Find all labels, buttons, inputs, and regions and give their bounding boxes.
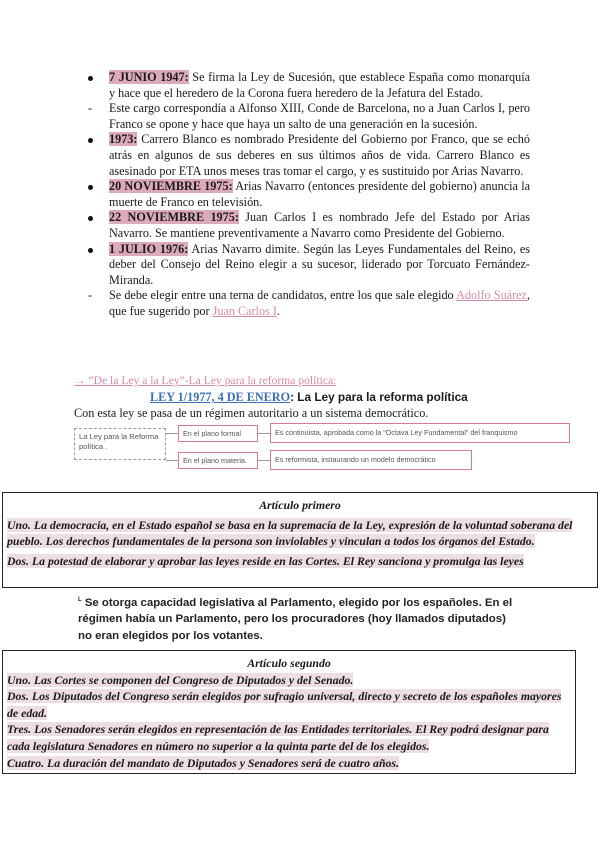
list-item [86,210,530,241]
material-description-box: Es reformista, instaurando un modelo democrático [270,450,472,470]
law-heading [150,390,468,405]
date-label: 1973: [109,132,138,147]
article-paragraph: Tres. Los Senadores serán elegidos en representación de las Entidades territoriales. El Rey podrá designar para cada legislatura Senadores en número no superior a la quinta parte del de los elegidos. [7,722,549,753]
bullet-dot-icon [88,132,100,148]
section-title[interactable]: → “De la Ley a la Ley”-La Ley para la reforma política: [74,374,337,387]
list-item [86,242,530,289]
item-text: , que fue sugerido por [109,288,531,318]
article-paragraph: Cuatro. La duración del mandato de Diputados y Senadores será de cuatro años. [7,755,399,770]
article-primero-box [2,492,598,588]
note-body: Se otorga capacidad legislativa al Parlamento, elegido por los españoles. En el régimen había un Parlamento, pero los procuradores (hoy llamados diputados) no eran elegidos por los votantes. [78,596,513,642]
item-text: Arias Navarro dimite. Según las Leyes Fundamentales del Reino, es deber del Consejo del Reino elegir a su sucesor, liderado por Torcuato Fernández-Miranda. [109,241,530,287]
date-label: 20 NOVIEMBRE 1975: [109,179,233,194]
adolfo-suarez-link[interactable]: Adolfo Suárez [456,288,527,303]
note-marker-icon: L [78,597,82,603]
article-paragraph: Dos. Los Diputados del Congreso serán elegidos por sufragio universal, directo y secreto de los españoles mayores de edad. [7,689,562,720]
list-item [86,70,530,101]
bullet-dash-icon: - [88,101,93,116]
bullet-dot-icon [88,70,100,86]
bullet-dot-icon [88,179,100,195]
intro-text: Con esta ley se pasa de un régimen autoritario a un sistema democrático. [74,406,429,420]
formal-plane-box: En el plano formal [178,425,258,442]
article-title: Artículo segundo [247,656,331,670]
date-label: 1 JULIO 1976: [109,241,189,256]
law-reference-link[interactable]: LEY 1/1977, 4 DE ENERO [150,390,291,404]
item-text: Se firma la Ley de Sucesión, que establece España como monarquía y hace que el heredero de la Corona fuera heredero de la Jefatura del Estado. [109,70,530,100]
date-label: 7 JUNIO 1947: [109,70,189,84]
article-paragraph: Uno. La democracia, en el Estado español se basa en la supremacía de la Ley, expresión de la voluntad soberana del pueblo. Los derechos fundamentales de la persona son inviolables y vinculan a todos los órganos del Estado. [7,517,573,549]
item-text: . [276,303,280,318]
item-text: Arias Navarro (entonces presidente del gobierno) anuncia la muerte de Franco en televisión. [109,179,530,209]
diagram-connector [166,460,178,461]
bullet-dot-icon [88,210,100,226]
note-text [78,592,518,644]
article-paragraph: Uno. Las Cortes se componen del Congreso de Diputados y del Senado. [7,672,354,687]
item-text: Este cargo correspondía a Alfonso XIII, Conde de Barcelona, no a Juan Carlos I, pero Franco se opone y hace que haya un salto de una generación en la sucesión. [109,101,530,131]
item-text: Juan Carlos I es nombrado Jefe del Estado por Arias Navarro. Se mantiene preventivamente a Navarro como Presidente del Gobierno. [109,210,530,240]
bullet-dot-icon [88,242,100,258]
article-title: Artículo primero [259,498,341,512]
diagram-connector [258,433,270,434]
list-item [86,101,530,132]
formal-description-box: Es continuista, aprobada como la “Octava Ley Fundamental” del franquismo [270,423,570,443]
article-paragraph: Dos. La potestad de elaborar y aprobar las leyes reside en las Cortes. El Rey sanciona y promulga las leyes [7,553,524,568]
diagram-source-box: La Ley para la Reforma política . [74,428,166,460]
diagram-connector [166,433,178,434]
list-item [86,179,530,210]
diagram-connector [258,460,270,461]
list-item [86,132,530,179]
list-item [86,288,530,319]
material-plane-box: En el plano materia. [178,452,258,469]
item-text: Carrero Blanco es nombrado Presidente del Gobierno por Franco, que se echó atrás en algunos de sus deberes en sus últimos años de vida. Carrero Blanco es asesinado por ETA unos meses tras tomar el cargo, y es sustituido por Arias Navarro. [109,132,530,178]
bullet-dash-icon: - [88,288,93,303]
law-title: : La Ley para la reforma política [290,390,468,404]
timeline-list [86,70,530,320]
juan-carlos-link[interactable]: Juan Carlos I [212,303,277,318]
item-text: Se debe elegir entre una terna de candidatos, entre los que sale elegido [109,288,457,303]
date-label: 22 NOVIEMBRE 1975: [109,210,239,225]
article-segundo-box [2,650,576,774]
